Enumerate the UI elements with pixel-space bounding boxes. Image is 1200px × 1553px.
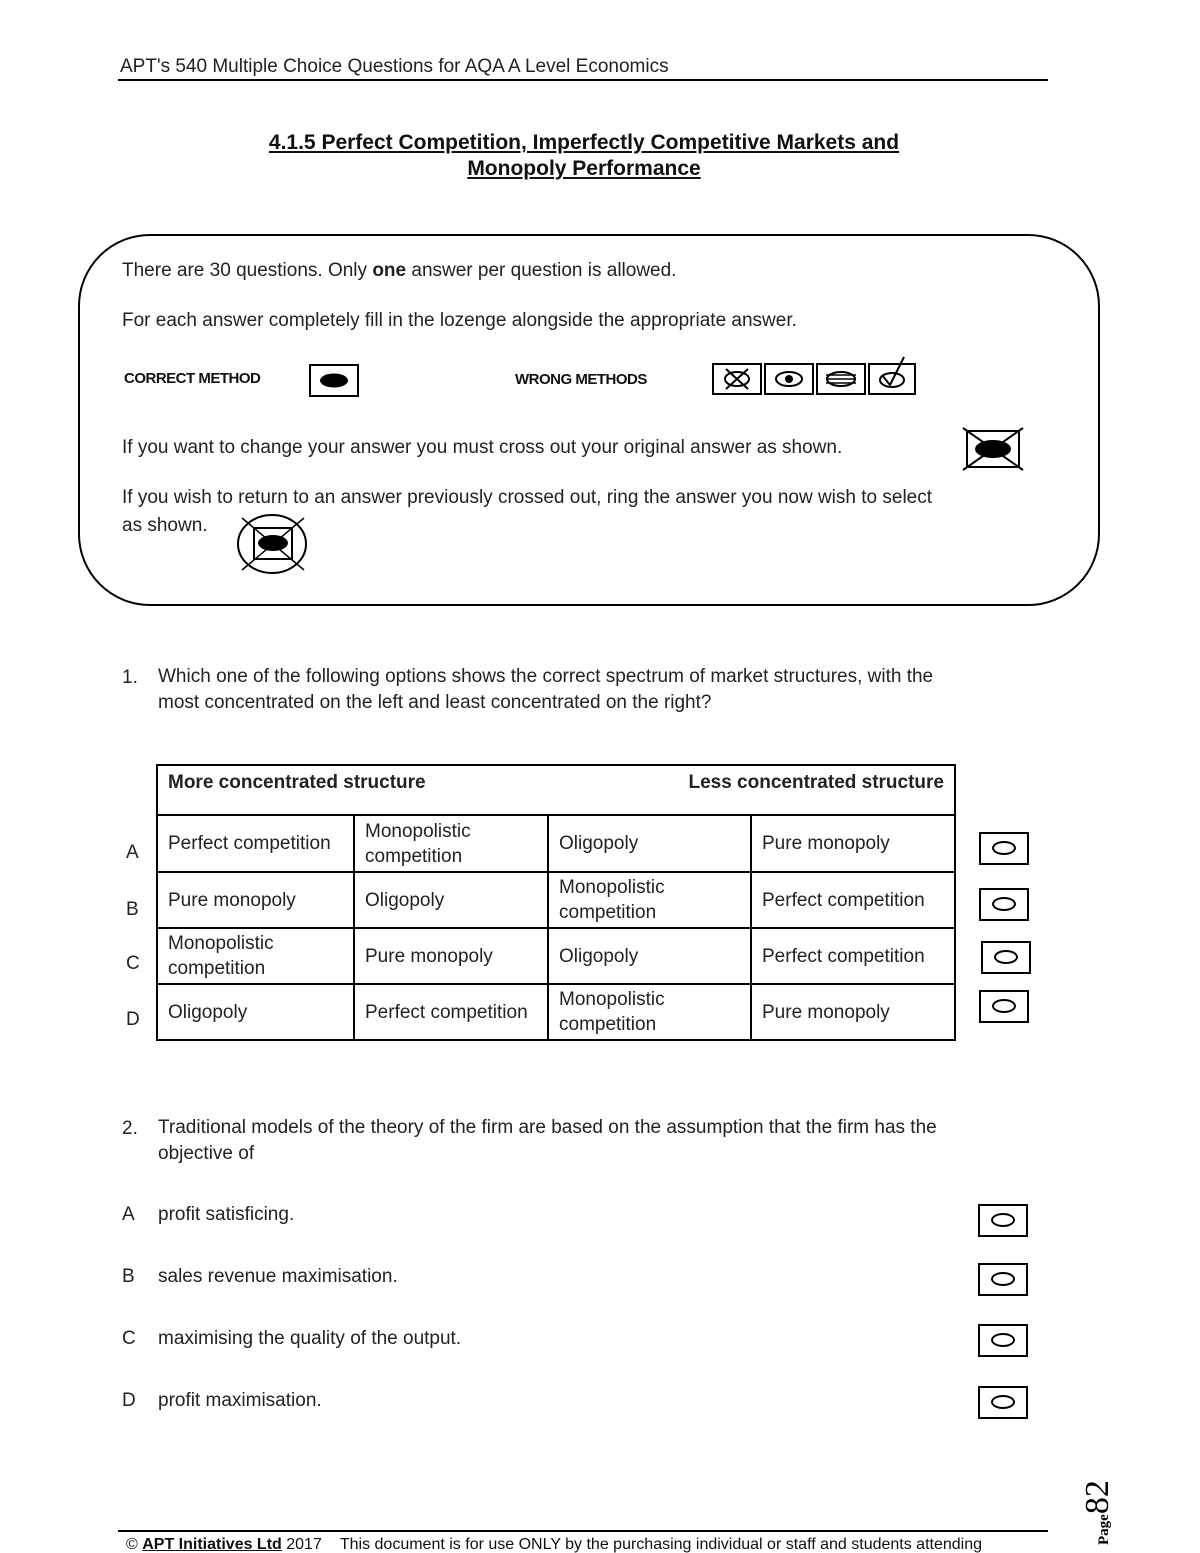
- section-title-line1: 4.1.5 Perfect Competition, Imperfectly Competitive Markets and: [268, 131, 900, 154]
- header-more-concentrated: More concentrated structure: [168, 772, 426, 793]
- ticked-lozenge-icon: [868, 363, 916, 395]
- page-number-value: 82: [1079, 1480, 1116, 1515]
- svg-text:Page82: [1079, 1480, 1116, 1545]
- header-rule: [118, 79, 1048, 81]
- table-cell: Perfect competition: [157, 815, 354, 872]
- lozenge-oval: [991, 1272, 1015, 1286]
- q2-option-text-b: sales revenue maximisation.: [158, 1266, 398, 1287]
- table-header-cell: [157, 765, 955, 815]
- crossed-out-answer-icon: [960, 427, 1024, 471]
- section-title-line2: Monopoly Performance: [467, 157, 701, 180]
- lozenge-oval: [991, 1333, 1015, 1347]
- table-cell: Perfect competition: [751, 928, 955, 984]
- q2-answer-lozenge-d[interactable]: [978, 1386, 1028, 1419]
- table-cell: Pure monopoly: [751, 815, 955, 872]
- q2-answer-lozenge-b[interactable]: [978, 1263, 1028, 1296]
- q2-option-text-d: profit maximisation.: [158, 1390, 322, 1411]
- correct-method-label: CORRECT METHOD: [124, 370, 261, 387]
- question1-number: 1.: [122, 667, 138, 688]
- wrong-methods-label: WRONG METHODS: [515, 371, 647, 388]
- question1-text: Which one of the following options shows the correct spectrum of market structures, with the most concentrated on the left and least concentrated on the right?: [158, 666, 934, 713]
- q1-answer-lozenge-b[interactable]: [979, 888, 1029, 921]
- q1-answer-lozenge-a[interactable]: [979, 832, 1029, 865]
- q2-option-letter-d: D: [122, 1390, 136, 1411]
- table-cell: Pure monopoly: [354, 928, 548, 984]
- table-row: [157, 928, 955, 984]
- lozenge-oval: [991, 1395, 1015, 1409]
- q1-row-letter-d: D: [126, 1009, 140, 1030]
- instructions-line3: If you want to change your answer you must cross out your original answer as shown.: [122, 437, 843, 458]
- q2-answer-lozenge-c[interactable]: [978, 1324, 1028, 1357]
- table-row: [157, 815, 955, 872]
- lozenge-oval: [992, 841, 1016, 855]
- header-less-concentrated: Less concentrated structure: [688, 772, 944, 793]
- q2-option-text-c: maximising the quality of the output.: [158, 1328, 462, 1349]
- ringed-answer-icon: [234, 512, 310, 576]
- table-cell: Oligopoly: [354, 872, 548, 928]
- q1-row-letter-b: B: [126, 899, 139, 920]
- table-row: [157, 984, 955, 1040]
- filled-lozenge-icon: [309, 364, 359, 397]
- instructions-line1: There are 30 questions. Only one answer per question is allowed.: [122, 260, 677, 281]
- q1-answer-lozenge-d[interactable]: [979, 990, 1029, 1023]
- q2-option-letter-a: A: [122, 1204, 135, 1225]
- scribbled-lozenge-icon: [816, 363, 866, 395]
- table-cell: Perfect competition: [751, 872, 955, 928]
- q2-answer-lozenge-a[interactable]: [978, 1204, 1028, 1237]
- lozenge-oval: [994, 950, 1018, 964]
- question2-number: 2.: [122, 1118, 138, 1139]
- page-label: Page: [1096, 1514, 1112, 1545]
- q1-row-letter-a: A: [126, 842, 139, 863]
- footer-company: APT Initiatives Ltd: [142, 1536, 282, 1553]
- table-cell: Oligopoly: [548, 815, 751, 872]
- table-cell: Oligopoly: [548, 928, 751, 984]
- instructions-line4-cont: as shown.: [122, 515, 208, 536]
- crossed-lozenge-icon: [712, 363, 762, 395]
- table-cell: Monopolistic competition: [354, 815, 548, 872]
- table-cell: Monopolistic competition: [157, 928, 354, 984]
- page-number: [1068, 1430, 1128, 1550]
- q2-option-text-a: profit satisficing.: [158, 1204, 295, 1225]
- table-row: [157, 872, 955, 928]
- market-structure-table: [156, 764, 956, 1041]
- table-header-row: [157, 765, 955, 815]
- lozenge-oval: [992, 999, 1016, 1013]
- q2-option-letter-b: B: [122, 1266, 135, 1287]
- instructions-line2: For each answer completely fill in the lozenge alongside the appropriate answer.: [122, 310, 797, 331]
- table-cell: Pure monopoly: [157, 872, 354, 928]
- table-cell: Pure monopoly: [751, 984, 955, 1040]
- footer-notice: © APT Initiatives Ltd 2017 This document is for use ONLY by the purchasing individual or staff and students attending: [126, 1536, 983, 1553]
- question2-text: Traditional models of the theory of the firm are based on the assumption that the firm has the objective of: [158, 1117, 937, 1164]
- lozenge-oval: [992, 897, 1016, 911]
- table-cell: Oligopoly: [157, 984, 354, 1040]
- table-cell: Perfect competition: [354, 984, 548, 1040]
- q2-option-letter-c: C: [122, 1328, 136, 1349]
- dotted-lozenge-icon: [764, 363, 814, 395]
- lozenge-oval: [991, 1213, 1015, 1227]
- section-title: [120, 130, 1048, 182]
- instructions-line4: If you wish to return to an answer previously crossed out, ring the answer you now wish to select: [122, 487, 933, 508]
- table-cell: Monopolistic competition: [548, 984, 751, 1040]
- q1-row-letter-c: C: [126, 953, 140, 974]
- footer-rule: [118, 1530, 1048, 1532]
- table-cell: Monopolistic competition: [548, 872, 751, 928]
- q1-answer-lozenge-c[interactable]: [981, 941, 1031, 974]
- document-header: APT's 540 Multiple Choice Questions for AQA A Level Economics: [120, 56, 669, 77]
- instructions-box: [78, 234, 1100, 606]
